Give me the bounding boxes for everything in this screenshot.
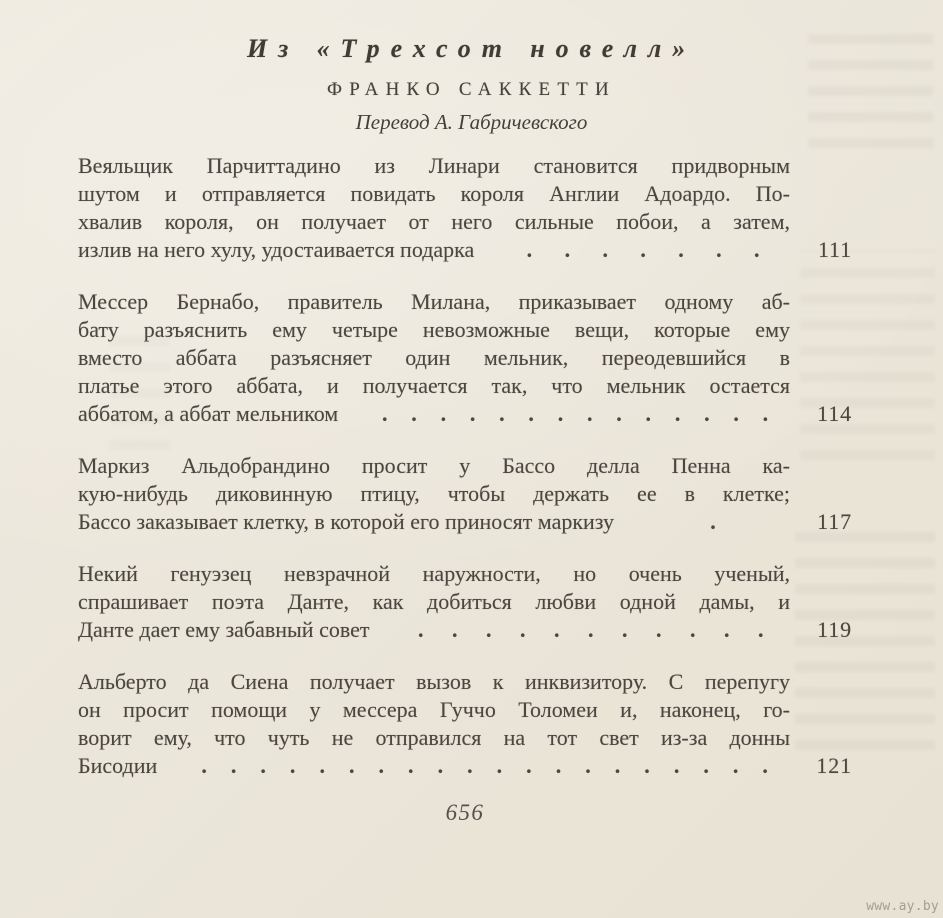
page-number-ref: 114 <box>817 401 852 426</box>
toc-entry <box>78 452 852 536</box>
toc-line: Маркиз Альдобрандино просит у Бассо делла Пенна ка- <box>78 453 790 478</box>
dot-leader-dot: . <box>645 401 652 426</box>
toc-line: Веяльщик Парчиттадино из Линари становится придворным <box>78 153 790 178</box>
toc-line-last <box>78 752 852 780</box>
dot-leader-dot: . <box>614 753 621 778</box>
dot-leader-dot: . <box>762 753 768 778</box>
toc-line-last <box>78 508 852 536</box>
dot-leader-dot: . <box>417 617 424 642</box>
toc-line: он просит помощи у мессера Гуччо Толомеи и, наконец, го- <box>78 697 790 722</box>
dot-leader-dot: . <box>644 753 650 778</box>
toc-line-text: Данте дает ему забавный совет <box>78 617 370 642</box>
dot-leader-dot: . <box>499 401 505 426</box>
dot-leader-dot: . <box>640 237 646 262</box>
toc-line-text: излив на него хулу, удостаивается подарка <box>78 237 475 262</box>
toc-line: Некий генуэзец невзрачной наружности, но очень ученый, <box>78 561 790 586</box>
dot-leader-dot: . <box>621 617 628 642</box>
toc-line: ворит ему, что чуть не отправился на тот свет из-за донны <box>78 725 790 750</box>
dot-leader-dot: . <box>710 509 716 534</box>
dot-leader-dot: . <box>564 237 571 262</box>
toc-line: хвалив короля, он получает от него сильные побои, а затем, <box>78 209 790 234</box>
dot-leader-dot: . <box>674 401 681 426</box>
dot-leader-dot: . <box>704 401 710 426</box>
dot-leader <box>614 508 806 536</box>
toc-entry <box>78 152 852 264</box>
dot-leader-dot: . <box>716 237 722 262</box>
dot-leader-dot: . <box>437 753 444 778</box>
dot-leader-dot: . <box>467 753 473 778</box>
dot-leader-dot: . <box>557 401 564 426</box>
dot-leader <box>338 400 806 428</box>
dot-leader-dot: . <box>733 401 739 426</box>
toc-line: вместо аббата разъясняет один мельник, переодевшийся в <box>78 345 790 370</box>
dot-leader-dot: . <box>519 617 526 642</box>
dot-leader-dot: . <box>673 753 680 778</box>
translator-credit: Перевод А. Габричевского <box>355 110 588 134</box>
page-number-ref: 111 <box>817 237 852 262</box>
dot-leader <box>474 236 806 264</box>
page-footer <box>78 800 852 826</box>
dot-leader-dot: . <box>260 753 266 778</box>
dot-leader-dot: . <box>485 617 492 642</box>
toc-entry <box>78 560 852 644</box>
dot-leader-dot: . <box>586 401 593 426</box>
toc-line: спрашивает поэта Данте, как добиться любви одной дамы, и <box>78 589 790 614</box>
toc-line-text: Бассо заказывает клетку, в которой его приносят маркизу <box>78 509 615 534</box>
dot-leader-dot: . <box>703 753 709 778</box>
dot-leader-dot: . <box>382 401 388 426</box>
toc-line: бату разъяснить ему четыре невозможные вещи, которые ему <box>78 317 790 342</box>
dot-leader-dot: . <box>440 401 447 426</box>
dot-leader-dot: . <box>411 401 417 426</box>
dot-leader-dot: . <box>408 753 414 778</box>
page-number-ref: 117 <box>817 509 852 534</box>
dot-leader-dot: . <box>732 753 739 778</box>
dot-leader-dot: . <box>587 617 594 642</box>
dot-leader-dot: . <box>754 237 760 262</box>
dot-leader-dot: . <box>757 617 764 642</box>
toc-line-last <box>78 236 852 264</box>
dot-leader-dot: . <box>678 237 684 262</box>
toc-line-text: аббатом, а аббат мельником <box>78 401 339 426</box>
dot-leader-dot: . <box>526 753 532 778</box>
dot-leader-dot: . <box>555 753 562 778</box>
dot-leader <box>157 752 806 780</box>
dot-leader-dot: . <box>378 753 384 778</box>
toc-line: Альберто да Сиена получает вызов к инквизитору. С перепугу <box>78 669 790 694</box>
dot-leader-dot: . <box>451 617 458 642</box>
toc-line-last <box>78 400 852 428</box>
dot-leader-dot: . <box>319 753 325 778</box>
toc-entry <box>78 288 852 428</box>
author-name: ФРАНКО САККЕТТИ <box>327 79 616 100</box>
dot-leader-dot: . <box>723 617 730 642</box>
dot-leader-dot: . <box>201 753 207 778</box>
toc-line: кую-нибудь диковинную птицу, чтобы держать ее в клетке; <box>78 481 790 506</box>
dot-leader-dot: . <box>762 401 769 426</box>
dot-leader-dot: . <box>289 753 296 778</box>
chapter-header <box>0 0 943 135</box>
dot-leader-dot: . <box>230 753 237 778</box>
watermark: www.ay.by <box>866 899 939 914</box>
dot-leader-dot: . <box>585 753 591 778</box>
dot-leader-dot: . <box>689 617 696 642</box>
dot-leader-dot: . <box>496 753 503 778</box>
dot-leader-dot: . <box>602 237 608 262</box>
dot-leader-dot: . <box>528 401 534 426</box>
toc-line-last <box>78 616 852 644</box>
page-number-ref: 119 <box>817 617 852 642</box>
toc-line: Мессер Бернабо, правитель Милана, приказывает одному аб- <box>78 289 790 314</box>
toc-line-text: Бисодии <box>78 753 158 778</box>
dot-leader-dot: . <box>526 237 533 262</box>
dot-leader-dot: . <box>616 401 622 426</box>
dot-leader-dot: . <box>469 401 476 426</box>
toc-line: платье этого аббата, и получается так, что мельник остается <box>78 373 790 398</box>
toc-line: шутом и отправляется повидать короля Англии Адоардо. По- <box>78 181 790 206</box>
dot-leader <box>369 616 806 644</box>
folio-page-number: 656 <box>445 800 485 825</box>
page-number-ref: 121 <box>816 753 852 778</box>
dot-leader-dot: . <box>553 617 560 642</box>
dot-leader-dot: . <box>655 617 662 642</box>
section-title: Из «Трехсот новелл» <box>246 34 697 63</box>
toc-entry <box>78 668 852 780</box>
toc-entries <box>78 152 852 804</box>
dot-leader-dot: . <box>348 753 355 778</box>
